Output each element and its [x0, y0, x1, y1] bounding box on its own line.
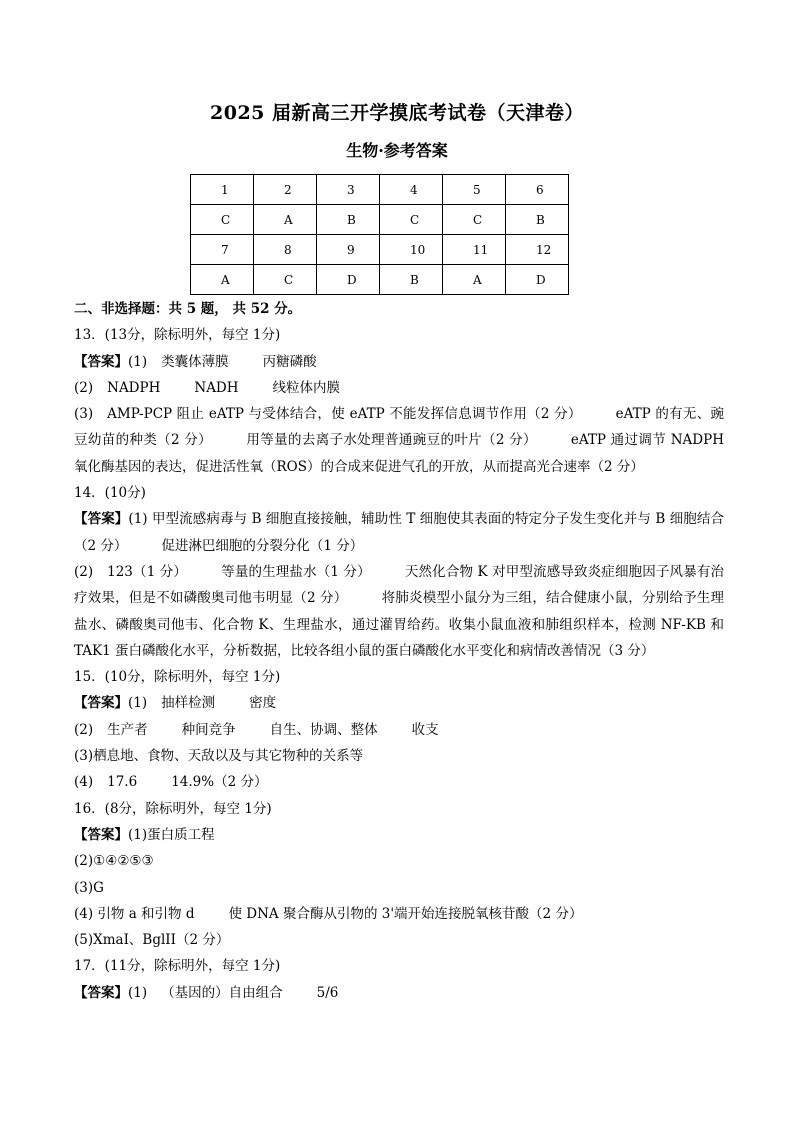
answer-body	[74, 296, 724, 1006]
q16-part4: (4) 引物 a 和引物 d 使 DNA 聚合酶从引物的 3'端开始连接脱氧核苷酸（2 分）	[74, 905, 583, 922]
page-title: 2025 届新高三开学摸底考试卷（天津卷）	[210, 102, 584, 124]
q17-part1: 【答案】(1) （基因的）自由组合 5/6	[74, 984, 339, 1001]
q16-part2: (2)①④②⑤③	[74, 853, 154, 870]
q14-part2: (2) 123（1 分） 等量的生理盐水（1 分） 天然化合物 K 对甲型流感导致炎症细胞因子风暴有治疗效果，但是不如磷酸奥司他韦明显（2 分） 将肺炎模型小鼠分为三组，结合健康小鼠，分别给予生理盐水、磷酸奥司他韦、化合物 K、生理盐水，通过灌胃给药。收集小鼠血液和肺组织样本，检测 NF-KB 和 TAK1 蛋白磷酸化水平，分析数据，比较各组小鼠的蛋白磷酸化水平变化和病情改善情况（3 分）	[74, 563, 724, 659]
answer-table-cell: A	[443, 265, 506, 295]
answer-table-cell: 6	[506, 175, 569, 205]
answer-table-cell: 2	[254, 175, 317, 205]
answer-table-row	[191, 235, 569, 265]
answer-tag: 【答案】	[74, 826, 128, 843]
q16-part5: (5)XmaI、BglII（2 分）	[74, 932, 230, 949]
answer-table-cell: B	[317, 205, 380, 235]
answer-table-cell: D	[506, 265, 569, 295]
q15-part2: (2) 生产者 种间竞争 自生、协调、整体 收支	[74, 721, 439, 738]
q13-part2: (2) NADPH NADH 线粒体内膜	[74, 379, 341, 396]
answer-table-cell: 10	[380, 235, 443, 265]
answer-table-cell: 9	[317, 235, 380, 265]
answer-table-cell: C	[254, 265, 317, 295]
answer-table-cell: C	[443, 205, 506, 235]
q15-header: 15．(10分，除标明外，每空 1分)	[74, 669, 281, 686]
answer-tag: 【答案】	[74, 695, 128, 712]
answer-table-cell: A	[191, 265, 254, 295]
answer-table-cell: 4	[380, 175, 443, 205]
answer-table-cell: A	[254, 205, 317, 235]
answer-tag: 【答案】	[74, 511, 129, 528]
answer-table-row	[191, 175, 569, 205]
answer-tag: 【答案】	[74, 353, 128, 370]
answer-table-cell: 8	[254, 235, 317, 265]
q16-part1: 【答案】(1)蛋白质工程	[74, 826, 215, 843]
page-subtitle: 生物·参考答案	[346, 141, 448, 160]
answer-table-cell: 11	[443, 235, 506, 265]
q17-header: 17．(11分，除标明外，每空 1分)	[74, 958, 281, 975]
answer-table-cell: D	[317, 265, 380, 295]
answer-tag: 【答案】	[74, 984, 128, 1001]
q15-part4: (4) 17.6 14.9%（2 分）	[74, 774, 268, 791]
q14-header: 14．(10分)	[74, 485, 146, 502]
answer-table-row	[191, 265, 569, 295]
q13-header: 13．(13分，除标明外，每空 1分)	[74, 327, 281, 344]
answer-table-cell: 7	[191, 235, 254, 265]
q15-part3: (3)栖息地、食物、天敌以及与其它物种的关系等	[74, 748, 364, 765]
answer-table-cell: 1	[191, 175, 254, 205]
q14-part1: 【答案】(1) 甲型流感病毒与 B 细胞直接接触，辅助性 T 细胞使其表面的特定分子发生变化并与 B 细胞结合（2 分） 促进淋巴细胞的分裂分化（1 分）	[74, 511, 725, 554]
q16-header: 16．(8分，除标明外，每空 1分)	[74, 800, 272, 817]
q13-part3: (3) AMP-PCP 阻止 eATP 与受体结合，使 eATP 不能发挥信息调节作用（2 分） eATP 的有无、豌豆幼苗的种类（2 分） 用等量的去离子水处理普通豌豆的叶片（2 分） eATP 通过调节 NADPH 氧化酶基因的表达，促进活性氧（ROS）的合成来促进气孔的开放，从而提高光合速率（2 分）	[74, 406, 724, 475]
answer-table	[190, 174, 569, 295]
answer-table-cell: C	[191, 205, 254, 235]
section-heading: 二、非选择题：共 5 题， 共 52 分。	[74, 301, 302, 317]
answer-table-cell: 12	[506, 235, 569, 265]
answer-table-row	[191, 205, 569, 235]
answer-table-cell: 3	[317, 175, 380, 205]
q16-part3: (3)G	[74, 879, 104, 896]
q13-part1: 【答案】(1) 类囊体薄膜 丙糖磷酸	[74, 353, 317, 370]
answer-table-cell: B	[380, 265, 443, 295]
q15-part1: 【答案】(1) 抽样检测 密度	[74, 695, 277, 712]
answer-table-cell: 5	[443, 175, 506, 205]
answer-table-cell: C	[380, 205, 443, 235]
answer-table-cell: B	[506, 205, 569, 235]
